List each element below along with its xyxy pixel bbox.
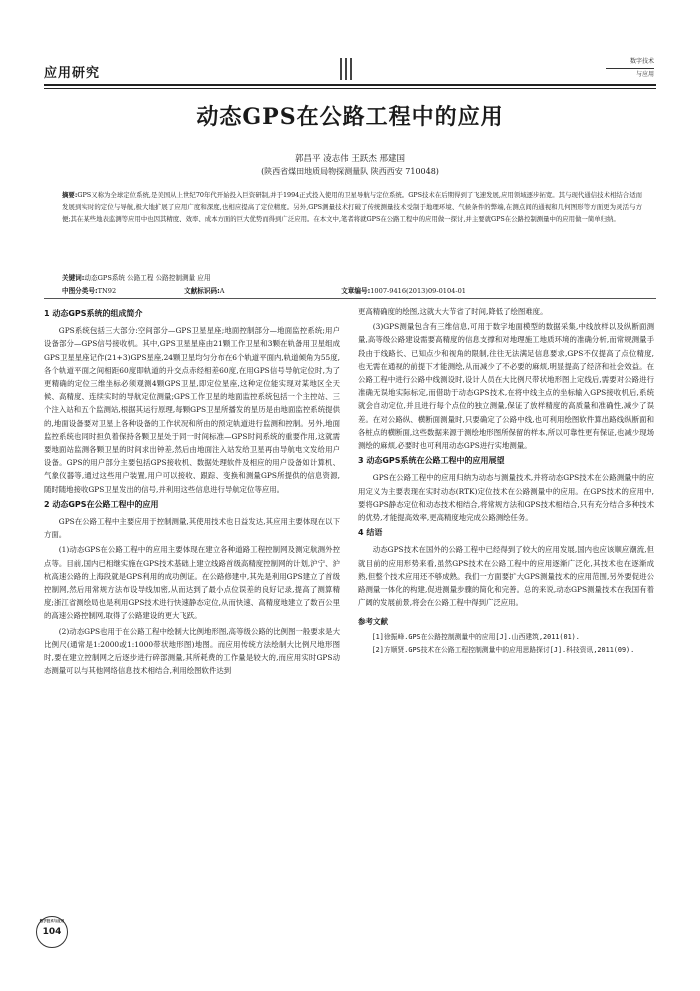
references-heading: 参考文献 — [358, 617, 388, 627]
article-title: 动态GPS在公路工程中的应用 — [196, 104, 504, 130]
abstract — [62, 190, 642, 225]
journal-logo — [606, 56, 654, 82]
paragraph: (3)GPS测量包含有三维信息,可用于数字地面模型的数据采集,中线放样以及纵断面测量,高等级公路建设需要高精度的信息支撑和对地理施工地质环境的准确分析,而常规测量手段由于线路长、已知点少和视角的限制,往往无法满足信息要求,GPS不仅提高了点位精度,也无需在通视的前提下才能测绘,从而减少了不必要的麻烦,明显提高了经济和社会效益。在公路工程中进行公路中线测设时,设计人员在大比例尺带状地形图上定线后,需要对公路进行准确无误地实际标定,而借助于动态GPS技术,在将中线主点的坐标输入GPS接收机后,系统就会自动定位,并且进行每个点位的独立测量,保证了放样精度的高质量和准确性,减少了误差。在对公路纵、横断面测量时,只要确定了公路中线,也可利用绘图软件算出路线纵断面和各桩点的横断面,这些数据来源于测绘地形图所保留的样本,所以可靠性更有保证,也减少现场测绘的麻烦,必要时也可利用动态GPS进行实地测量。 — [358, 322, 654, 451]
reference-item: [1]徐振峰.GPS在公路控制测量中的应用[J].山西建筑,2011(01). — [371, 632, 580, 641]
badge-journal-text: 数字技术与应用 — [39, 919, 65, 923]
paragraph: 更高精确度的绘图,这就大大节省了时间,降低了绘图难度。 — [358, 307, 548, 316]
journal-name-line2: 与应用 — [635, 71, 654, 78]
section-label: 应用研究 — [44, 66, 101, 81]
clc-value: TN92 — [97, 287, 117, 295]
header-rule-thin — [44, 88, 656, 89]
section-heading-4: 4 结语 — [358, 528, 383, 538]
paragraph: (1)动态GPS在公路工程中的应用主要体现在建立各种道路工程控制网及测定航测外控点等。目前,国内已相继实施在GPS技术基础上建立线路首级高精度控制网的计划,沪宁、沪杭高速公路的上海段就是GPS利用的成功例证。在公路修建中,其先是利用GPS建立了首级控制网,然后用常规方法布设导线加密,从而达到了最小点位误差的良好记录,提高了测算精度;浙江省测绘局也是利用GPS技术进行快速静态定位,从而快速、高精度地建立了数百公里的高速公路控制网,取得了公路建设的更大飞跃。 — [44, 545, 340, 621]
affiliation: (陕西省煤田地质局物探测量队 陕西西安 710048) — [261, 167, 439, 176]
section-heading-3: 3 动态GPS系统在公路工程中的应用展望 — [358, 456, 505, 466]
header-bars — [340, 58, 352, 80]
article-no-value: 1007-9416(2013)09-0104-01 — [370, 287, 466, 295]
page-number-badge — [36, 916, 68, 948]
authors: 郭昌平 凌志伟 王跃杰 邢建国 — [294, 154, 406, 164]
left-column — [44, 305, 340, 679]
doc-code-label: 文献标识码: — [184, 287, 220, 295]
section-heading-2: 2 动态GPS在公路工程中的应用 — [44, 499, 159, 509]
paragraph: GPS在公路工程中主要应用于控制测量,其使用技术也日益发达,其应用主要体现在以下方面。 — [44, 517, 340, 540]
abstract-label: 摘要: — [62, 191, 78, 199]
doc-code-value: A — [219, 287, 225, 295]
clc-label: 中图分类号: — [62, 287, 98, 295]
right-column — [358, 305, 654, 657]
journal-name-line1: 数字技术 — [606, 56, 654, 69]
reference-item: [2]方顺贤.GPS技术在公路工程控制测量中的应用思路探讨[J].科技资讯,2011(09). — [371, 645, 635, 654]
article-no-label: 文章编号: — [341, 287, 371, 295]
keywords — [62, 272, 210, 282]
paragraph: (2)动态GPS也用于在公路工程中绘制大比例地形图,高等级公路的比例图一般要求是大比例尺(通常是1:2000或1:1000带状地形图)地图。而应用传统方法绘制大比例尺地形图时,要在建立控制网之后逐步进行碎部测量,其所耗费的工作量是较大的,而应用实时GPS动态测量可以与其他网络信息技术相结合,利用绘图软件达到 — [44, 626, 340, 676]
abstract-text: GPS又称为全球定位系统,是美国从上世纪70年代开始投入巨资研制,并于1994正式投入使用的卫星导航与定位系统。GPS技术在后期得到了飞速发展,应用领域逐步拓宽。其与现代通信技术相结合适而发展到实时的定位与导航,极大地扩展了应用广度和深度,也相应提高了定位精度。另外,GPS测量技术打破了传统测量技术受制于地理环境、气候条件的弊端,在测点间的通视和几何图形等方面更为灵活与方便;其在某些地表监测等应用中也因其精度、效率、成本方面的巨大优势而得到广泛应用。在本文中,笔者将就GPS在公路工程中的应用做一探讨,并主要就GPS在公路控制测量中的应用做一简单归纳。 — [62, 191, 642, 223]
paragraph: 动态GPS技术在国外的公路工程中已经得到了较大的应用发展,国内也应该顺应潮流,但就目前的应用形势来看,虽然GPS技术在公路工程中的应用逐渐广泛化,其技术也在逐渐成熟,但整个技术应用还不够成熟。我们一方面要扩大GPS测量技术的应用范围,另外要促进公路测量一体化的构建,促进测量步骤的简化和完善。总的来说,动态GPS测量技术在我国有着广阔的发展前景,将会在公路工程中得到广泛应用。 — [358, 545, 654, 608]
keywords-text: 动态GPS系统 公路工程 公路控制测量 应用 — [84, 274, 211, 282]
page-number: 104 — [42, 927, 62, 937]
classification-row — [62, 285, 622, 295]
header-rule — [44, 84, 656, 86]
keywords-label: 关键词: — [62, 274, 85, 282]
paragraph: GPS在公路工程中的应用归纳为动态与测量技术,并将动态GPS技术在公路测量中的应用定义为主要表现在实时动态(RTK)定位技术在公路测量中的应用。在GPS技术的应用中,要将GPS静态定位和动态技术相结合,将常规方法和GPS技术相结合,只有充分结合多种技术的优势,才能提高效率,更高精度地完成公路测绘任务。 — [358, 473, 654, 523]
section-heading-1: 1 动态GPS系统的组成简介 — [44, 309, 143, 318]
separator — [44, 298, 656, 299]
paragraph: GPS系统包括三大部分:空间部分—GPS卫星星座;地面控制部分—地面监控系统;用户设备部分—GPS信号接收机。其中,GPS卫星星座由21颗工作卫星和3颗在轨备用卫星组成GPS卫星星座记作(21+3)GPS星座,24颗卫星均匀分布在6个轨道平面内,轨道倾角为55度,各个轨道平面之间相距60度即轨道的升交点赤经相差60度,在用GPS信号导航定位时,为了更精确的定位三维坐标必须观测4颗GPS卫星,即定位星座,这种定位能实现对某地区全天候、高精度、连续实时的导航定位测量;GPS工作卫星的地面监控系统包括一个主控站、三个注入站和五个监测站,根据其运行原理,每颗GPS卫星所播发的星历是由地面监控系统提供的,地面设备要对卫星上各种设备的工作状况和所由的预定轨道进行监测和控制。另外,地面监控系统也同时担负着保持各颗卫星处于同一时间标准—GPS时间系统的重要作用,这就需要地面站监测各颗卫星的时间求出钟差,然后由地面注入站发给卫星再由导航电文发给用户设备。GPS的用户部分主要包括GPS接收机、数据处理软件及相应的用户设备如计算机、气象仪器等,通过这些用户装置,用户可以接收、跟踪、变换和测量GPS所提供的信息资源,随时随地接收GPS卫星发出的信号,并利用这些信息进行导航定位等应用。 — [44, 326, 340, 494]
